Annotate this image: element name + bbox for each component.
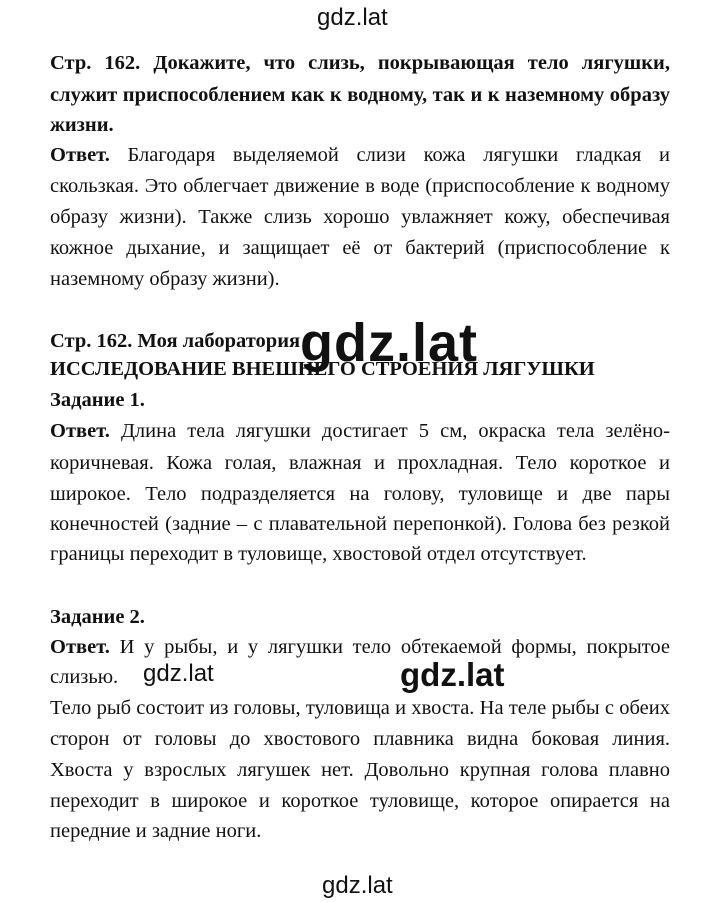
lab-heading: Стр. 162. Моя лаборатория xyxy=(50,330,301,352)
answer1-line-5: наземному образу жизни). xyxy=(50,268,280,290)
answer-label: Ответ. xyxy=(50,144,110,166)
answer-text: Благодаря выделяемой слизи кожа лягушки гладкая и xyxy=(109,144,670,166)
answer-label: Ответ. xyxy=(50,420,110,442)
watermark-bottom: gdz.lat xyxy=(322,872,393,899)
task2-line-1 xyxy=(50,632,670,662)
watermark-top: gdz.lat xyxy=(317,4,388,31)
task2-line-4: сторон от головы до хвостового плавника видна боковая линия. xyxy=(50,728,670,750)
answer1-line-1 xyxy=(50,140,670,170)
watermark-right: gdz.lat xyxy=(400,656,505,693)
task2-line-3: Тело рыб состоит из головы, туловища и хвоста. На теле рыбы с обеих xyxy=(50,697,670,719)
task1-line-5: границы переходит в туловище, хвостовой отдел отсутствует. xyxy=(50,543,587,565)
task2-line-5: Хвоста у взрослых лягушек нет. Довольно крупная голова плавно xyxy=(50,759,670,781)
answer-label: Ответ. xyxy=(50,636,110,658)
task2-line-6: переходит в широкое и короткое туловище, которое опирается на xyxy=(50,790,670,812)
task2-line-2: слизью. xyxy=(50,666,119,688)
task1-line-2: коричневая. Кожа голая, влажная и прохладная. Тело короткое и xyxy=(50,452,670,474)
watermark-center: gdz.lat xyxy=(300,313,478,373)
lab-title: ИССЛЕДОВАНИЕ ВНЕШНЕГО СТРОЕНИЯ ЛЯГУШКИ xyxy=(50,358,595,380)
task1-label: Задание 1. xyxy=(50,389,145,411)
question-line-2: служит приспособлением как к водному, так и к наземному образу xyxy=(50,84,670,106)
watermark-left: gdz.lat xyxy=(143,660,214,687)
task1-line-4: конечностей (задние – с плавательной перепонкой). Голова без резкой xyxy=(50,513,670,535)
task1-line-3: широкое. Тело подразделяется на голову, туловище и две пары xyxy=(50,483,670,505)
question-line-3: жизни. xyxy=(50,114,114,136)
answer1-line-3: образу жизни). Также слизь хорошо увлажняет кожу, обеспечивая xyxy=(50,206,670,228)
question-line-1: Стр. 162. Докажите, что слизь, покрывающая тело лягушки, xyxy=(50,52,670,74)
answer1-line-2: скользкая. Это облегчает движение в воде (приспособление к водному xyxy=(50,175,670,197)
answer-text: Длина тела лягушки достигает 5 см, окраска тела зелёно- xyxy=(109,420,670,442)
answer1-line-4: кожное дыхание, и защищает её от бактерий (приспособление к xyxy=(50,237,670,259)
answer-text: И у рыбы, и у лягушки тело обтекаемой формы, покрытое xyxy=(109,636,670,658)
task2-line-7: передние и задние ноги. xyxy=(50,820,262,842)
task1-line-1 xyxy=(50,416,670,446)
task2-label: Задание 2. xyxy=(50,606,145,628)
